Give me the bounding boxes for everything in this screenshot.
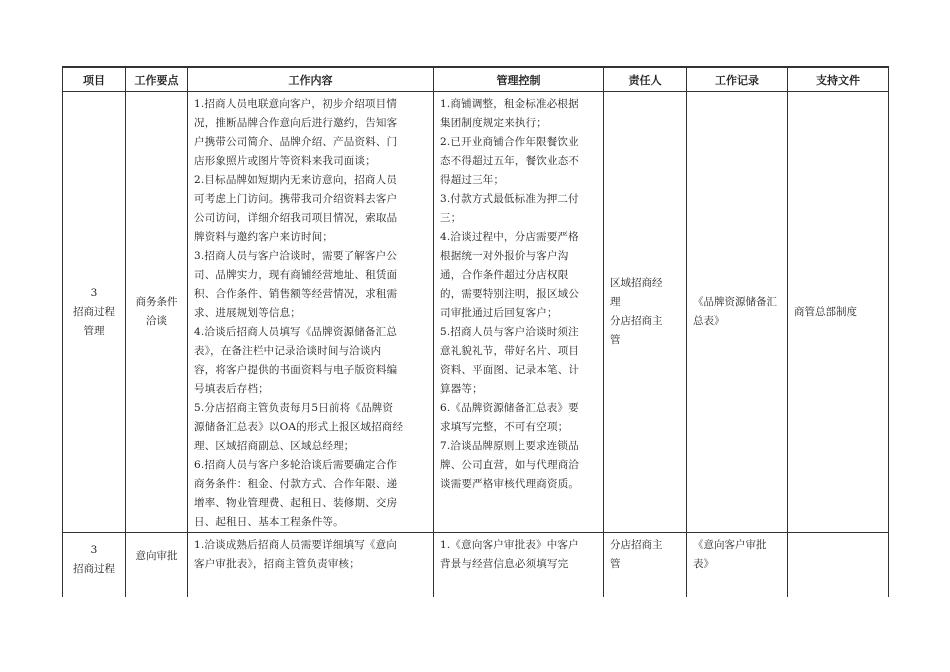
owner-line: 管 bbox=[610, 334, 621, 346]
control-line: 集团制度规定来执行； bbox=[440, 117, 547, 129]
content-line: 公司访问，详细介绍我司项目情况，索取品 bbox=[194, 212, 398, 224]
content-line: 客户审批表》，招商主管负责审核； bbox=[194, 558, 360, 570]
content-line: 求、进展规划等信息； bbox=[194, 307, 301, 319]
header-control: 管理控制 bbox=[434, 67, 604, 92]
header-support: 支持文件 bbox=[788, 67, 889, 92]
content-line: 5.分店招商主管负责每月5日前将《品牌资 bbox=[194, 402, 394, 414]
project-cell bbox=[63, 533, 126, 598]
project-line: 招商过程 bbox=[73, 305, 115, 318]
control-line: 的，需要特别注明，报区域公 bbox=[440, 288, 580, 300]
content-line: 6.招商人员与客户多轮洽谈后需要确定合作 bbox=[194, 459, 398, 471]
record-line: 表》 bbox=[693, 558, 714, 570]
control-line: 态不得超过五年，餐饮业态不 bbox=[440, 155, 580, 167]
content-line: 2.目标品牌如短期内无来访意向，招商人员 bbox=[194, 174, 398, 186]
control-line: 3.付款方式最低标准为押二付 bbox=[440, 193, 579, 205]
control-line: 6.《品牌资源储备汇总表》要 bbox=[440, 402, 579, 414]
control-line: 5.招商人员与客户洽谈时须注 bbox=[440, 326, 579, 338]
content-line: 理、区域招商副总、区域总经理； bbox=[194, 440, 355, 452]
control-line: 背景与经营信息必须填写完 bbox=[440, 558, 569, 570]
owner-cell bbox=[604, 533, 687, 598]
project-line: 3 bbox=[90, 286, 98, 299]
work-process-table bbox=[62, 66, 889, 597]
project-line: 管理 bbox=[83, 324, 105, 337]
support-text: 商管总部制度 bbox=[794, 305, 857, 318]
control-cell bbox=[434, 92, 604, 533]
content-line: 表》，在备注栏中记录洽谈时间与洽谈内 bbox=[194, 345, 382, 357]
content-cell bbox=[188, 533, 434, 598]
content-line: 况，推断品牌合作意向后进行邀约，告知客 bbox=[194, 117, 398, 129]
control-line: 7.洽谈品牌原则上要求连锁品 bbox=[440, 440, 579, 452]
owner-cell bbox=[604, 92, 687, 533]
key-point-line: 洽谈 bbox=[146, 315, 167, 327]
header-key-point: 工作要点 bbox=[126, 67, 188, 92]
content-line: 号填表后存档； bbox=[194, 383, 269, 395]
control-line: 意礼貌礼节，带好名片、项目 bbox=[440, 345, 580, 357]
record-line: 《意向客户审批 bbox=[693, 539, 767, 551]
owner-line: 分店招商主 bbox=[610, 315, 663, 327]
owner-line: 分店招商主 bbox=[610, 539, 663, 551]
content-cell bbox=[188, 92, 434, 533]
control-line: 通，合作条件超过分店权限 bbox=[440, 269, 569, 281]
content-line: 积、合作条件、销售额等经营情况，求租需 bbox=[194, 288, 398, 300]
control-line: 牌、公司直营，如与代理商洽 bbox=[440, 459, 580, 471]
header-project: 项目 bbox=[63, 67, 126, 92]
project-line: 招商过程 bbox=[73, 563, 115, 575]
control-line: 根据统一对外报价与客户沟 bbox=[440, 250, 569, 262]
header-content: 工作内容 bbox=[188, 67, 434, 92]
content-line: 增率、物业管理费、起租日、装修期、交房 bbox=[194, 497, 398, 509]
content-line: 容，将客户提供的书面资料与电子版资料编 bbox=[194, 364, 398, 376]
control-line: 1.《意向客户审批表》中客户 bbox=[440, 539, 579, 551]
owner-line: 区域招商经 bbox=[610, 277, 663, 289]
content-line: 牌资料与邀约客户来访时间； bbox=[194, 231, 334, 243]
control-line: 谈需要严格审核代理商资质。 bbox=[440, 478, 580, 490]
control-line: 求填写完整，不可有空项； bbox=[440, 421, 569, 433]
owner-line: 管 bbox=[610, 558, 621, 570]
key-point-cell bbox=[126, 533, 188, 598]
control-line: 1.商铺调整，租金标准必根据 bbox=[440, 98, 579, 110]
content-line: 3.招商人员与客户洽谈时，需要了解客户公 bbox=[194, 250, 398, 262]
content-line: 司、品牌实力，现有商铺经营地址、租赁面 bbox=[194, 269, 398, 281]
header-record: 工作记录 bbox=[687, 67, 788, 92]
support-cell bbox=[788, 92, 889, 533]
table-row bbox=[63, 92, 889, 533]
content-line: 户携带公司简介、品牌介绍、产品资料、门 bbox=[194, 136, 398, 148]
content-line: 日、起租日、基本工程条件等。 bbox=[194, 516, 344, 528]
header-row bbox=[63, 67, 889, 92]
control-line: 得超过三年； bbox=[440, 174, 505, 186]
content-line: 1.招商人员电联意向客户，初步介绍项目情 bbox=[194, 98, 398, 110]
content-line: 店形象照片或图片等资料来我司面谈； bbox=[194, 155, 376, 167]
record-cell bbox=[687, 533, 788, 598]
control-line: 4.洽谈过程中，分店需要严格 bbox=[440, 231, 579, 243]
content-line: 源储备汇总表》以OA的形式上报区域招商经 bbox=[194, 421, 404, 433]
key-point-cell bbox=[126, 92, 188, 533]
header-owner: 责任人 bbox=[604, 67, 687, 92]
control-line: 2.已开业商铺合作年限餐饮业 bbox=[440, 136, 579, 148]
control-line: 算器等； bbox=[440, 383, 483, 395]
record-line: 《品牌资源储备汇 bbox=[693, 296, 777, 308]
content-line: 4.洽谈后招商人员填写《品牌资源储备汇总 bbox=[194, 326, 398, 338]
control-line: 三； bbox=[440, 212, 462, 224]
control-line: 资料、平面图、记录本笔、计 bbox=[440, 364, 580, 376]
owner-line: 理 bbox=[610, 296, 621, 308]
control-cell bbox=[434, 533, 604, 598]
record-line: 总表》 bbox=[693, 315, 725, 327]
content-line: 商务条件：租金、付款方式、合作年限、递 bbox=[194, 478, 398, 490]
control-line: 司审批通过后回复客户； bbox=[440, 307, 558, 319]
key-point-line: 商务条件 bbox=[135, 296, 178, 308]
project-cell bbox=[63, 92, 126, 533]
project-line: 3 bbox=[90, 544, 98, 556]
content-line: 1.洽谈成熟后招商人员需要详细填写《意向 bbox=[194, 539, 398, 551]
key-point-line: 意向审批 bbox=[135, 550, 178, 562]
table-row bbox=[63, 533, 889, 598]
content-line: 可考虑上门访问。携带我司介绍资料去客户 bbox=[194, 193, 398, 205]
support-cell bbox=[788, 533, 889, 598]
record-cell bbox=[687, 92, 788, 533]
